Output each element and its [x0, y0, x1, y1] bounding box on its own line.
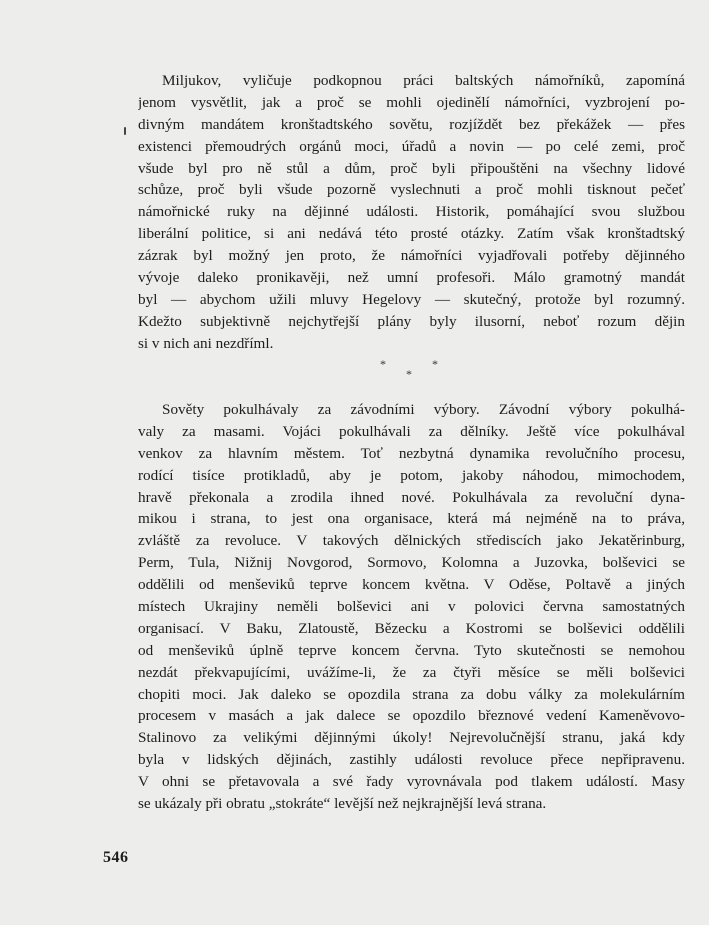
text-line: byla v lidských dějinách, zastihly události revoluce přece nepřipravenu. [138, 751, 685, 769]
text-line: zázrak byl možný jen proto, že námořníci vyjadřovali potřeby dějinného [138, 247, 685, 265]
text-line: Perm, Tula, Nižnij Novgorod, Sormovo, Kolomna a Juzovka, bolševici se [138, 554, 685, 572]
text-line: od menševiků úplně teprve koncem června. Tyto skutečnosti se nemohou [138, 641, 685, 659]
text-line: existenci přemoudrých orgánů moci, úřadů a novin — po celé zemi, proč [138, 137, 685, 155]
text-line: námořnické ruky na dějinné události. Historik, pomáhající svou službou [138, 203, 685, 221]
text-line: procesem v masách a jak dalece se opozdilo březnové vedení Kameněvovo- [138, 707, 685, 725]
asterisk: * [432, 357, 438, 371]
section-separator [372, 355, 452, 385]
text-line: se ukázaly při obratu „stokráte“ levější než nejkrajnější levá strana. [138, 795, 547, 813]
text-line: všude byl pro ně stůl a dům, proč byli připouštěni na všechny lidové [138, 159, 685, 177]
text-line: Miljukov, vyličuje podkopnou práci baltských námořníků, zapomíná [162, 72, 685, 89]
text-line: divným mandátem kronštadtského sovětu, rozjíždět bez překážek — přes [138, 115, 685, 133]
text-line: venkov za hlavním městem. Toť nezbytná dynamika revolučního procesu, [138, 444, 685, 462]
paragraph-2 [138, 399, 685, 815]
text-line: oddělili od menševiků teprve koncem května. V Oděse, Poltavě a jiných [138, 576, 685, 594]
text-line: hravě překonala a zrodila ihned nové. Pokulhávala za revoluční dyna- [138, 488, 685, 506]
text-line: jenom vysvětlit, jak a proč se mohli ojedinělí námořníci, vyzbrojení po- [138, 93, 685, 111]
text-line: si v nich ani nezdříml. [138, 334, 274, 352]
text-line: mikou i strana, to jest ona organisace, která má nejméně na to práva, [138, 510, 685, 528]
text-line: vývoje daleko pronikavěji, než umní profesoři. Málo gramotný mandát [138, 269, 685, 287]
text-line: byl — abychom užili mluvy Hegelovy — skutečný, protože byl rozumný. [138, 290, 685, 308]
text-line: V ohni se přetavovala a své řady vyrovnávala pod tlakem událostí. Masy [138, 773, 685, 791]
asterisk: * [406, 367, 412, 381]
text-line: rodící tisíce protikladů, aby je potom, jakoby náhodou, mimochodem, [138, 466, 685, 484]
text-line: místech Ukrajiny neměli bolševici ani v polovici června samostatných [138, 598, 685, 616]
text-line: valy za masami. Vojáci pokulhávali za dělníky. Ještě více pokulhával [138, 422, 685, 440]
text-line: organisací. V Baku, Zlatoustě, Bězecku a Kostromi se bolševici oddělili [138, 619, 685, 637]
text-line: Kdežto subjektivně nejchytřejší plány byly ilusorní, neboť rozum dějin [138, 312, 685, 330]
text-line: Sověty pokulhávaly za závodními výbory. Závodní výbory pokulhá- [162, 401, 685, 418]
text-line: nezdát překvapujícími, uvážíme-li, že za čtyři měsíce se měli bolševici [138, 663, 685, 681]
text-line: schůze, proč byli všude pozorně vyslechnuti a proč mohli tisknout pečeť [138, 181, 685, 199]
text-line: zvláště za revoluce. V takových dělnických střediscích jako Jekatěrinburg, [138, 532, 685, 550]
page-number: 546 [103, 849, 129, 866]
asterisk: * [380, 357, 386, 371]
scan-mark [124, 127, 126, 135]
text-line: chopiti moci. Jak daleko se opozdila strana za dobu války za molekulárním [138, 685, 685, 703]
text-line: liberální politice, si ani nedává této prosté otázky. Zatím však kronštadtský [138, 225, 685, 243]
paragraph-1 [138, 70, 685, 355]
text-line: Stalinovo za velikými dějinnými úkoly! Nejrevolučnější stranu, jaká kdy [138, 729, 685, 747]
